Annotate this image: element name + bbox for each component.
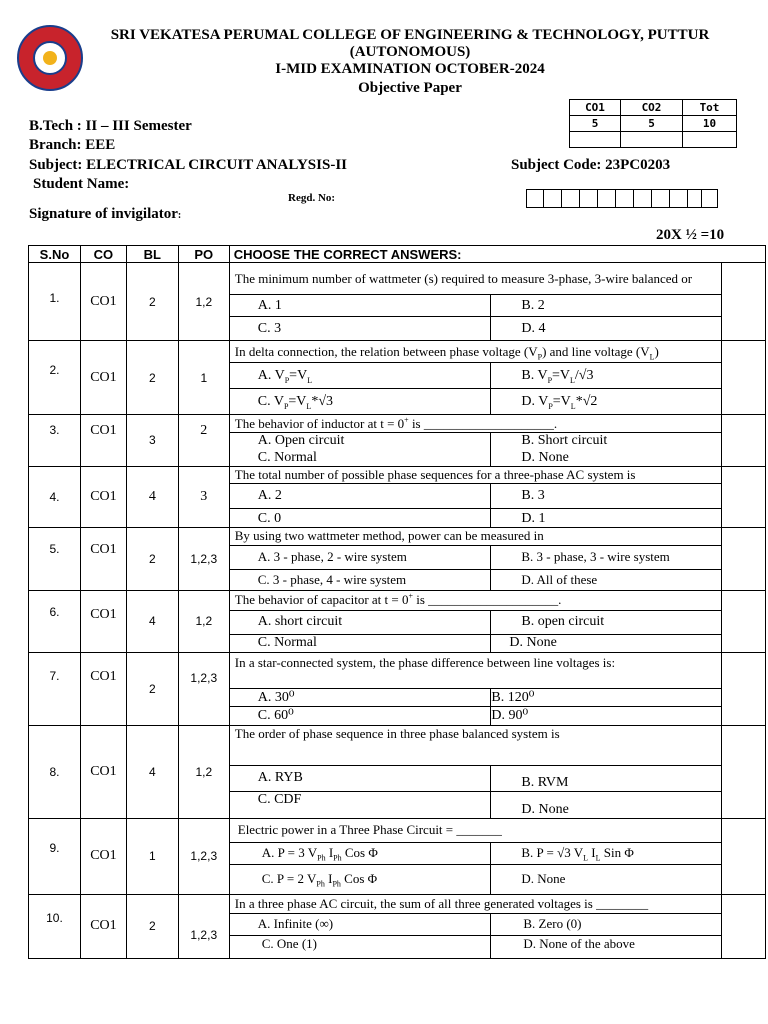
option-b: B. Zero (0) bbox=[491, 913, 722, 935]
option-a: A. 30⁰ bbox=[229, 688, 491, 706]
tot-header: Tot bbox=[683, 100, 737, 116]
q-number: 4. bbox=[29, 466, 81, 527]
q-po: 1,2 bbox=[178, 263, 229, 341]
option-d: D. 1 bbox=[491, 508, 722, 527]
tot-score[interactable] bbox=[683, 132, 737, 148]
header-po: PO bbox=[178, 246, 229, 263]
question-text: By using two wattmeter method, power can be measured in bbox=[229, 527, 721, 545]
header-bl: BL bbox=[126, 246, 178, 263]
q-bl: 2 bbox=[126, 527, 178, 590]
question-text: The minimum number of wattmeter (s) required to measure 3-phase, 3-wire balanced or bbox=[229, 263, 721, 295]
q-po: 1,2,3 bbox=[178, 652, 229, 725]
q-po: 1,2 bbox=[178, 725, 229, 818]
q-co: CO1 bbox=[80, 652, 126, 725]
q-bl: 4 bbox=[126, 725, 178, 818]
q-number: 2. bbox=[29, 341, 81, 415]
option-a: A. Infinite (∞) bbox=[229, 913, 491, 935]
q-po: 1,2,3 bbox=[178, 894, 229, 958]
q-number: 5. bbox=[29, 527, 81, 590]
q-number: 3. bbox=[29, 415, 81, 467]
option-c: C. One (1) bbox=[229, 935, 491, 958]
q-number: 7. bbox=[29, 652, 81, 725]
branch-label: Branch: EEE bbox=[29, 137, 116, 153]
option-c: C. 60⁰ bbox=[229, 706, 491, 725]
course-label: B.Tech : II – III Semester bbox=[29, 118, 192, 134]
question-row bbox=[29, 466, 766, 483]
question-text: Electric power in a Three Phase Circuit = _______ bbox=[229, 818, 721, 842]
option-c: C. $V_P=V_L*√3$ bbox=[229, 389, 491, 415]
table-header-row bbox=[29, 246, 766, 263]
option-a: A. 1 bbox=[229, 295, 491, 317]
college-logo bbox=[17, 25, 83, 91]
option-b: B. 3 - phase, 3 - wire system bbox=[491, 545, 722, 569]
option-c: C. 3 - phase, 4 - wire system bbox=[229, 569, 491, 590]
option-b: B. 3 bbox=[491, 483, 722, 508]
header-sno: S.No bbox=[29, 246, 81, 263]
option-b: B. Short circuit bbox=[491, 433, 722, 450]
question-row bbox=[29, 725, 766, 765]
q-po: 1,2,3 bbox=[178, 527, 229, 590]
q-co: CO1 bbox=[80, 263, 126, 341]
student-name-label: Student Name: bbox=[33, 176, 130, 192]
q-bl: 2 bbox=[126, 894, 178, 958]
option-a: A. RYB bbox=[229, 765, 491, 791]
question-row bbox=[29, 652, 766, 688]
option-d: D. None bbox=[491, 791, 722, 818]
q-co: CO1 bbox=[80, 527, 126, 590]
question-row bbox=[29, 818, 766, 842]
q-bl: 2 bbox=[126, 652, 178, 725]
option-b: B. 120⁰ bbox=[491, 688, 722, 706]
option-a: A. $V_P=V_L$ bbox=[229, 363, 491, 389]
q-co: CO1 bbox=[80, 818, 126, 894]
question-text: The total number of possible phase sequences for a three-phase AC system is bbox=[229, 466, 721, 483]
question-row bbox=[29, 527, 766, 545]
q-bl: 3 bbox=[126, 415, 178, 467]
option-a: A. 2 bbox=[229, 483, 491, 508]
option-d: D. None bbox=[491, 864, 722, 894]
answer-box[interactable] bbox=[722, 466, 766, 527]
q-co: CO1 bbox=[80, 466, 126, 527]
q-co: CO1 bbox=[80, 415, 126, 467]
option-a: A. short circuit bbox=[229, 610, 491, 634]
answer-box[interactable] bbox=[722, 590, 766, 652]
question-text: In a three phase AC circuit, the sum of all three generated voltages is ________ bbox=[229, 894, 721, 913]
college-name: SRI VEKATESA PERUMAL COLLEGE OF ENGINEERING & TECHNOLOGY, PUTTUR bbox=[110, 27, 710, 43]
q-bl: 2 bbox=[126, 341, 178, 415]
co1-header: CO1 bbox=[570, 100, 621, 116]
q-bl: 4 bbox=[126, 466, 178, 527]
option-d: D. None bbox=[491, 634, 722, 652]
subject-code: Subject Code: 23PC0203 bbox=[511, 157, 671, 173]
option-c: C. Normal bbox=[229, 634, 491, 652]
q-number: 6. bbox=[29, 590, 81, 652]
q-co: CO1 bbox=[80, 341, 126, 415]
option-d: D. $V_P=V_L*√2$ bbox=[491, 389, 722, 415]
answer-box[interactable] bbox=[722, 818, 766, 894]
option-b: B. RVM bbox=[491, 765, 722, 791]
question-text: In a star-connected system, the phase difference between line voltages is: bbox=[229, 652, 721, 688]
answer-box[interactable] bbox=[722, 263, 766, 341]
q-number: 10. bbox=[29, 894, 81, 958]
answer-box[interactable] bbox=[722, 527, 766, 590]
marks-formula: 20X ½ =10 bbox=[656, 227, 725, 243]
answer-box[interactable] bbox=[722, 894, 766, 958]
exam-title: I-MID EXAMINATION OCTOBER-2024 bbox=[275, 61, 545, 77]
q-po: 1,2,3 bbox=[178, 818, 229, 894]
q-number: 9. bbox=[29, 818, 81, 894]
option-c: C. P = 2 $V_{Ph}$ $I_{Ph}$ Cos Φ bbox=[229, 864, 491, 894]
q-bl: 2 bbox=[126, 263, 178, 341]
option-c: C. Normal bbox=[229, 450, 491, 467]
question-row bbox=[29, 263, 766, 295]
option-c: C. CDF bbox=[229, 791, 491, 818]
question-row bbox=[29, 590, 766, 610]
q-number: 8. bbox=[29, 725, 81, 818]
question-row bbox=[29, 894, 766, 913]
option-c: C. 0 bbox=[229, 508, 491, 527]
signature-label: Signature of invigilator: bbox=[29, 206, 182, 222]
answer-box[interactable] bbox=[722, 725, 766, 818]
q-po: 1,2 bbox=[178, 590, 229, 652]
question-text: The order of phase sequence in three phase balanced system is bbox=[229, 725, 721, 765]
q-co: CO1 bbox=[80, 725, 126, 818]
question-row bbox=[29, 341, 766, 363]
option-d: D. All of these bbox=[491, 569, 722, 590]
option-b: B. P = √3 $V_L$ $I_L$ Sin Φ bbox=[491, 842, 722, 864]
q-number: 1. bbox=[29, 263, 81, 341]
option-d: D. 4 bbox=[491, 317, 722, 341]
header-co: CO bbox=[80, 246, 126, 263]
q-bl: 4 bbox=[126, 590, 178, 652]
option-a: A. Open circuit bbox=[229, 433, 491, 450]
co2-header: CO2 bbox=[621, 100, 683, 116]
option-c: C. 3 bbox=[229, 317, 491, 341]
option-b: B. open circuit bbox=[491, 610, 722, 634]
regd-no-label: Regd. No: bbox=[288, 192, 336, 204]
q-co: CO1 bbox=[80, 590, 126, 652]
option-a: A. 3 - phase, 2 - wire system bbox=[229, 545, 491, 569]
option-b: B. $V_P=V_L/√3$ bbox=[491, 363, 722, 389]
answer-box[interactable] bbox=[722, 341, 766, 415]
autonomous-label: (AUTONOMOUS) bbox=[349, 44, 471, 60]
q-po: 3 bbox=[178, 466, 229, 527]
answer-box[interactable] bbox=[722, 415, 766, 467]
question-text: In delta connection, the relation between phase voltage $(V_P)$ and line voltage $(V_L)$ bbox=[229, 341, 721, 363]
question-text: The behavior of capacitor at t = 0+ is ____________________. bbox=[229, 590, 721, 610]
subject-label: Subject: ELECTRICAL CIRCUIT ANALYSIS-II bbox=[29, 157, 348, 173]
co-marks-table bbox=[569, 99, 737, 148]
question-text: The behavior of inductor at t = 0+ is ____________________. bbox=[229, 415, 721, 433]
question-row bbox=[29, 415, 766, 433]
answer-box[interactable] bbox=[722, 652, 766, 725]
co2-value: 5 bbox=[621, 116, 683, 132]
option-d: D. None of the above bbox=[491, 935, 722, 958]
header-choose: CHOOSE THE CORRECT ANSWERS: bbox=[229, 246, 765, 263]
q-bl: 1 bbox=[126, 818, 178, 894]
co2-score[interactable] bbox=[621, 132, 683, 148]
co1-value: 5 bbox=[570, 116, 621, 132]
q-co: CO1 bbox=[80, 894, 126, 958]
co1-score[interactable] bbox=[570, 132, 621, 148]
paper-type: Objective Paper bbox=[358, 80, 462, 96]
option-a: A. P = 3 $V_{Ph}$ $I_{Ph}$ Cos Φ bbox=[229, 842, 491, 864]
tot-value: 10 bbox=[683, 116, 737, 132]
q-po: 2 bbox=[178, 415, 229, 467]
option-d: D. 90⁰ bbox=[491, 706, 722, 725]
option-b: B. 2 bbox=[491, 295, 722, 317]
q-po: 1 bbox=[178, 341, 229, 415]
questions-table bbox=[28, 245, 766, 962]
option-d: D. None bbox=[491, 450, 722, 467]
